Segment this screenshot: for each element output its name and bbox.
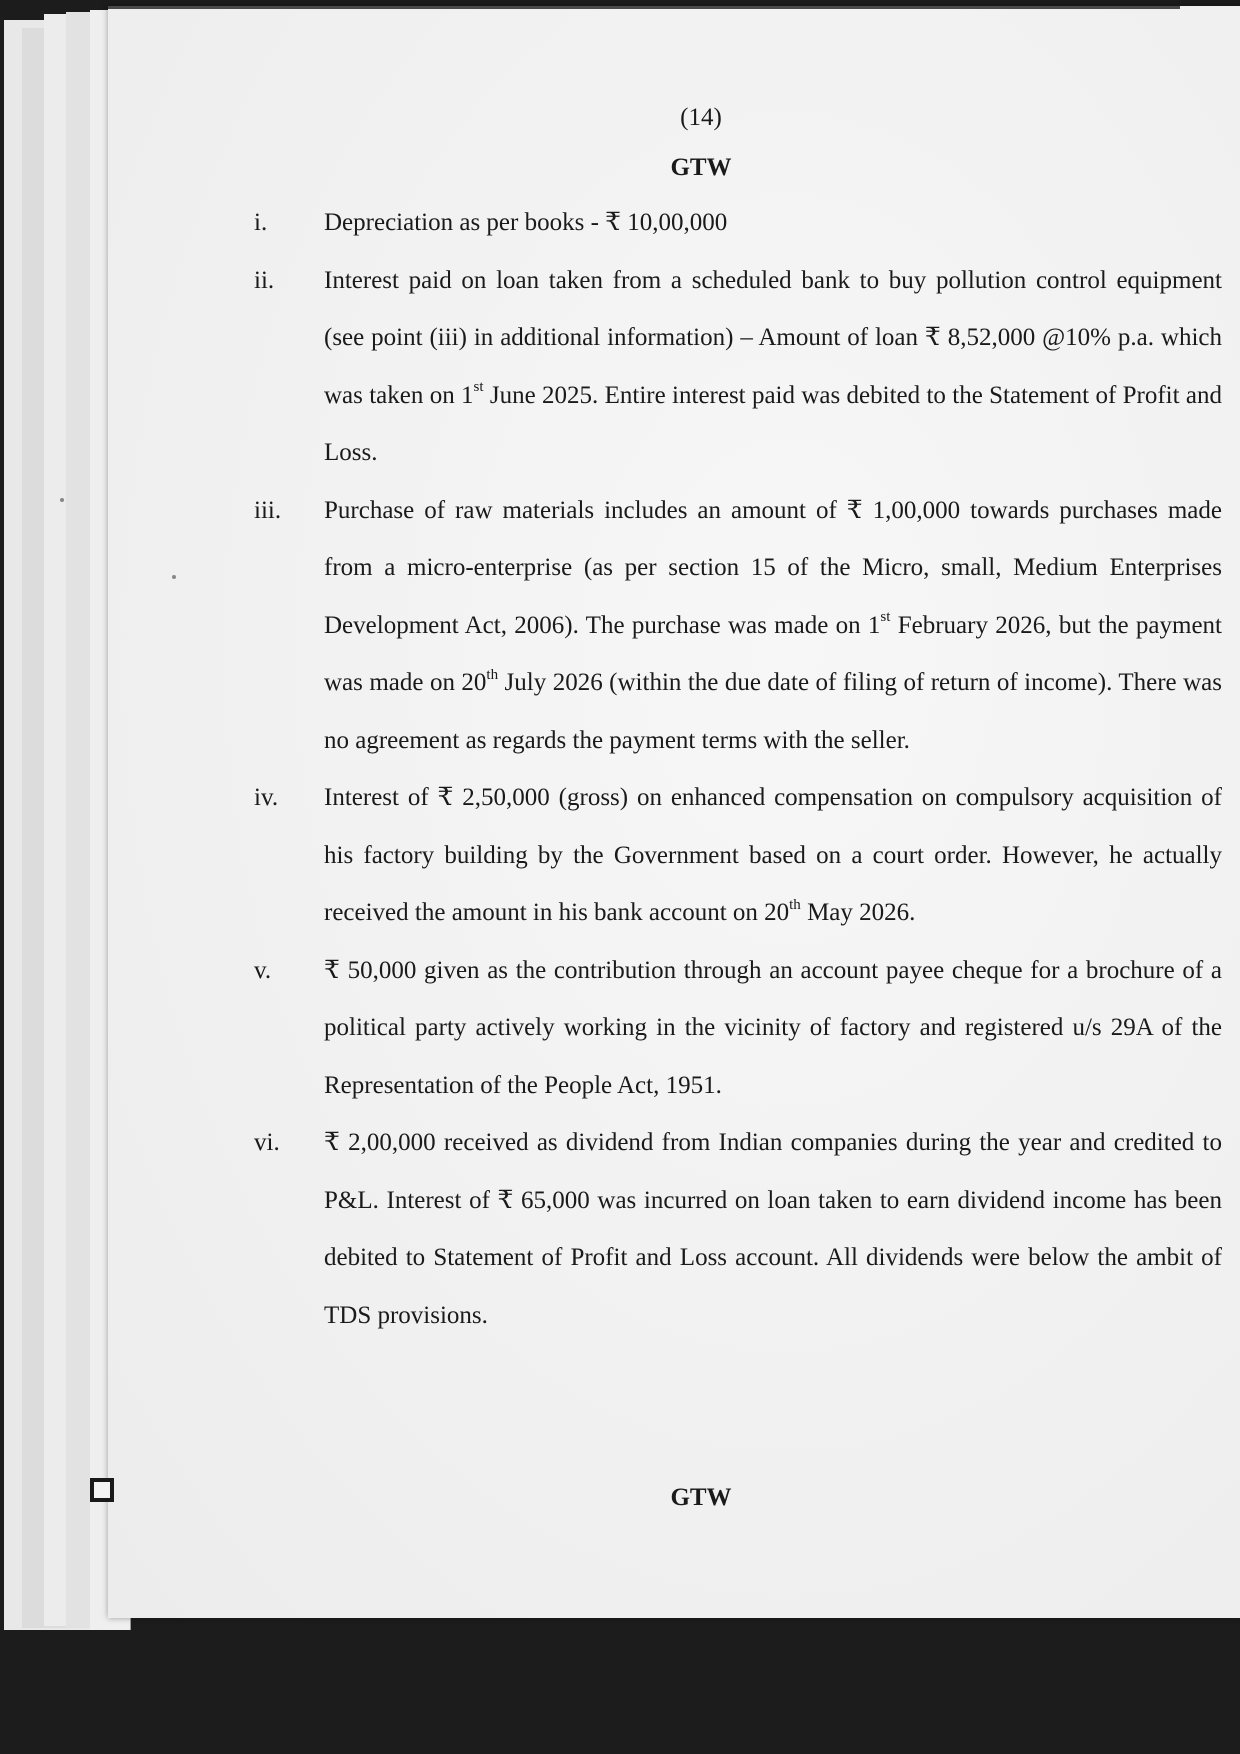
item-text: ₹ 50,000 given as the contribution through an account payee cheque for a brochure of a political party actively working in the vicinity of factory and registered u/s 29A of the Representation of the People Act, 1951. [324, 956, 1222, 1099]
header-code: GTW [670, 154, 732, 181]
list-item [254, 942, 1222, 1115]
speck [60, 498, 64, 502]
ordinal-suffix: st [473, 379, 484, 396]
square-mark-icon [90, 1478, 114, 1502]
item-numeral: iii. [254, 496, 282, 524]
document-page [108, 6, 1240, 1618]
list-item [254, 252, 1222, 482]
speck [172, 575, 176, 579]
item-numeral: i. [254, 209, 268, 236]
list-item [254, 1114, 1222, 1344]
item-text-part: Purchase of raw materials includes an amount of ₹ 1,00,000 towards purchases made from a micro-enterprise (as per section 15 of the Micro, small, Medium Enterprises Development Act, 2006). The purchase was made on 1 [324, 496, 1222, 639]
item-numeral: vi. [254, 1129, 280, 1156]
ordinal-suffix: st [880, 609, 891, 626]
footer-code: GTW [670, 1484, 732, 1511]
page-top-border [108, 6, 1180, 9]
page-number: (14) [680, 104, 722, 131]
item-text-part: Interest of ₹ 2,50,000 (gross) on enhanced compensation on compulsory acquisition of his factory building by the Government based on a court order. However, he actually received the amount in his bank account on 20 [324, 784, 1222, 926]
list-item [254, 769, 1222, 942]
item-numeral: iv. [254, 784, 279, 811]
item-numeral: ii. [254, 266, 275, 294]
item-list [254, 194, 1222, 1344]
item-text-part: February 2026, but the payment was made on 20 [324, 611, 1222, 696]
item-text: Depreciation as per books - ₹ 10,00,000 [324, 209, 728, 236]
item-text-part: Interest paid on loan taken from a scheduled bank to buy pollution control equipment (see point (iii) in additional information) – Amount of loan ₹ 8,52,000 @10% p.a. which was taken on 1 [324, 266, 1222, 409]
item-text-part: May 2026. [800, 899, 916, 926]
item-text [324, 252, 1222, 482]
ordinal-suffix: th [789, 896, 801, 913]
list-item [254, 482, 1222, 770]
item-text: ₹ 2,00,000 received as dividend from Indian companies during the year and credited to P&L. Interest of ₹ 65,000 was incurred on loan taken to earn dividend income has been debited to Statement of Profit and Loss account. All dividends were below the ambit of TDS provisions. [324, 1129, 1222, 1329]
item-text-part: June 2025. Entire interest paid was debited to the Statement of Profit and Loss. [324, 381, 1222, 466]
item-text [324, 482, 1222, 770]
item-numeral: v. [254, 956, 272, 984]
list-item [254, 194, 1222, 252]
item-text-part: July 2026 (within the due date of filing of return of income). There was no agreement as regards the payment terms with the seller. [324, 669, 1222, 754]
ordinal-suffix: th [486, 666, 499, 683]
item-text [324, 769, 1222, 942]
